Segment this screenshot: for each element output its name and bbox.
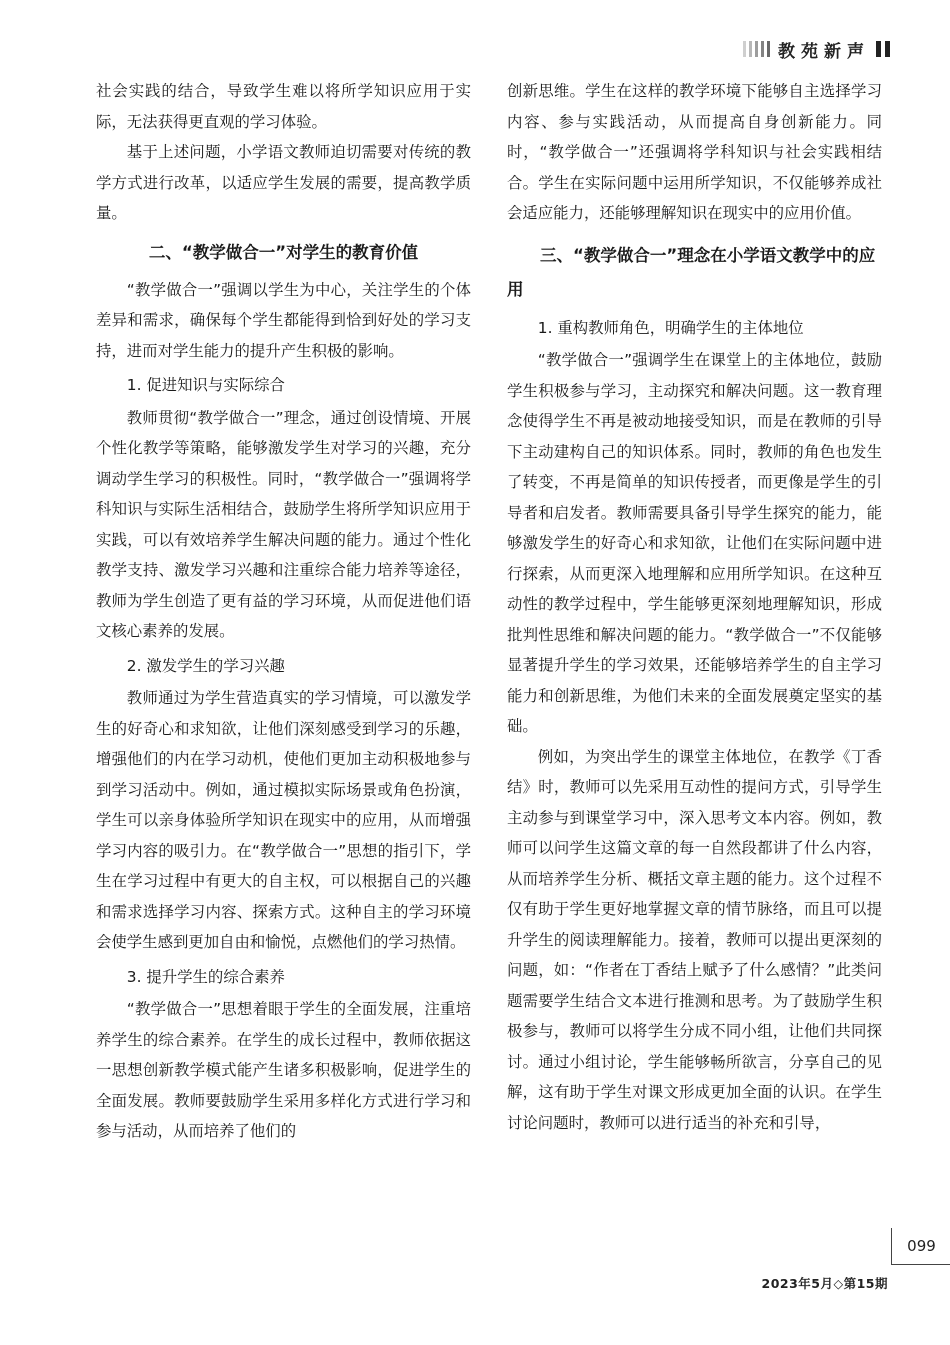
page-number-box xyxy=(891,1228,950,1265)
paragraph: 教师贯彻“教学做合一”理念，通过创设情境、开展个性化教学等策略，能够激发学生对学习的兴趣，充分调动学生学习的积极性。同时，“教学做合一”强调将学科知识与实际生活相结合，鼓励学生将所学知识应用于实践，可以有效培养学生解决问题的能力。通过个性化教学支持、激发学习兴趣和注重综合能力培养等途径，教师为学生创造了更有益的学习环境，从而促进他们语文核心素养的发展。 xyxy=(96,408,471,640)
running-header xyxy=(743,38,890,60)
page-number: 099 xyxy=(907,1237,936,1255)
issue-info: 2023年5月◇第15期 xyxy=(761,1276,888,1291)
section-heading: 三、“教学做合一”理念在小学语文教学中的应用 xyxy=(507,245,876,299)
paragraph: 例如，为突出学生的课堂主体地位，在教学《丁香结》时，教师可以先采用互动性的提问方式，引导学生主动参与到课堂学习中，深入思考文本内容。例如，教师可以问学生这篇文章的每一自然段都讲了什么内容，从而培养学生分析、概括文章主题的能力。这个过程不仅有助于学生更好地掌握文章的情节脉络，而且可以提升学生的阅读理解能力。接着，教师可以提出更深刻的问题，如：“作者在丁香结上赋予了什么感情？”此类问题需要学生结合文本进行推测和思考。为了鼓励学生积极参与，教师可以将学生分成不同小组，让他们共同探讨。通过小组讨论，学生能够畅所欲言，分享自己的见解，这有助于学生对课文形成更加全面的认识。在学生讨论问题时，教师可以进行适当的补充和引导， xyxy=(507,747,882,1132)
section-heading: 二、“教学做合一”对学生的教育价值 xyxy=(148,242,419,262)
right-column xyxy=(507,76,882,1138)
paragraph: “教学做合一”强调学生在课堂上的主体地位，鼓励学生积极参与学习，主动探究和解决问题。这一教育理念使得学生不再是被动地接受知识，而是在教师的引导下主动建构自己的知识体系。同时，教师的角色也发生了转变，不再是简单的知识传授者，而更像是学生的引导者和启发者。教师需要具备引导学生探究的能力，能够激发学生的好奇心和求知欲，让他们在实际问题中进行探索，从而更深入地理解和应用所学知识。在这种互动性的教学过程中，学生能够更深刻地理解知识，形成批判性思维和解决问题的能力。“教学做合一”不仅能够显著提升学生的学习效果，还能够培养学生的自主学习能力和创新思维，为他们未来的全面发展奠定坚实的基础。 xyxy=(507,351,882,735)
paragraph: “教学做合一”强调以学生为中心，关注学生的个体差异和需求，确保每个学生都能得到恰到好处的学习支持，进而对学生能力的提升产生积极的影响。 xyxy=(96,280,471,360)
left-column xyxy=(96,76,471,1147)
paragraph: 基于上述问题，小学语文教师迫切需要对传统的教学方式进行改革，以适应学生发展的需要，提高教学质量。 xyxy=(96,143,471,222)
section-title: 教苑新声 xyxy=(778,41,870,62)
paragraph: 创新思维。学生在这样的教学环境下能够自主选择学习内容、参与实践活动，从而提高自身创新能力。同时，“教学做合一”还强调将学科知识与社会实践相结合。学生在实际问题中运用所学知识，不仅能够养成社会适应能力，还能够理解知识在现实中的应用价值。 xyxy=(507,82,882,222)
subsection-heading: 1. 促进知识与实际综合 xyxy=(126,376,285,394)
subsection-heading: 1. 重构教师角色，明确学生的主体地位 xyxy=(537,318,804,337)
paragraph: 教师通过为学生营造真实的学习情境，可以激发学生的好奇心和求知欲，让他们深刻感受到学习的乐趣，增强他们的内在学习动机，使他们更加主动积极地参与到学习活动中。例如，通过模拟实际场景或角色扮演，学生可以亲身体验所学知识在现实中的应用，从而增强学习内容的吸引力。在“教学做合一”思想的指引下，学生在学习过程中有更大的自主权，可以根据自己的兴趣和需求选择学习内容、探索方式。这种自主的学习环境会使学生感到更加自由和愉悦，点燃他们的学习热情。 xyxy=(96,689,471,951)
paragraph: 社会实践的结合，导致学生难以将所学知识应用于实际，无法获得更直观的学习体验。 xyxy=(96,82,471,131)
header-end-bars xyxy=(876,41,890,57)
subsection-heading: 2. 激发学生的学习兴趣 xyxy=(126,656,285,675)
subsection-heading: 3. 提升学生的综合素养 xyxy=(126,967,285,986)
paragraph: “教学做合一”思想着眼于学生的全面发展，注重培养学生的综合素养。在学生的成长过程中，教师依据这一思想创新教学模式能产生诸多积极影响，促进学生的全面发展。教师要鼓励学生采用多样化方式进行学习和参与活动，从而培养了他们的 xyxy=(96,1000,471,1140)
header-gradient-bars xyxy=(743,41,770,57)
